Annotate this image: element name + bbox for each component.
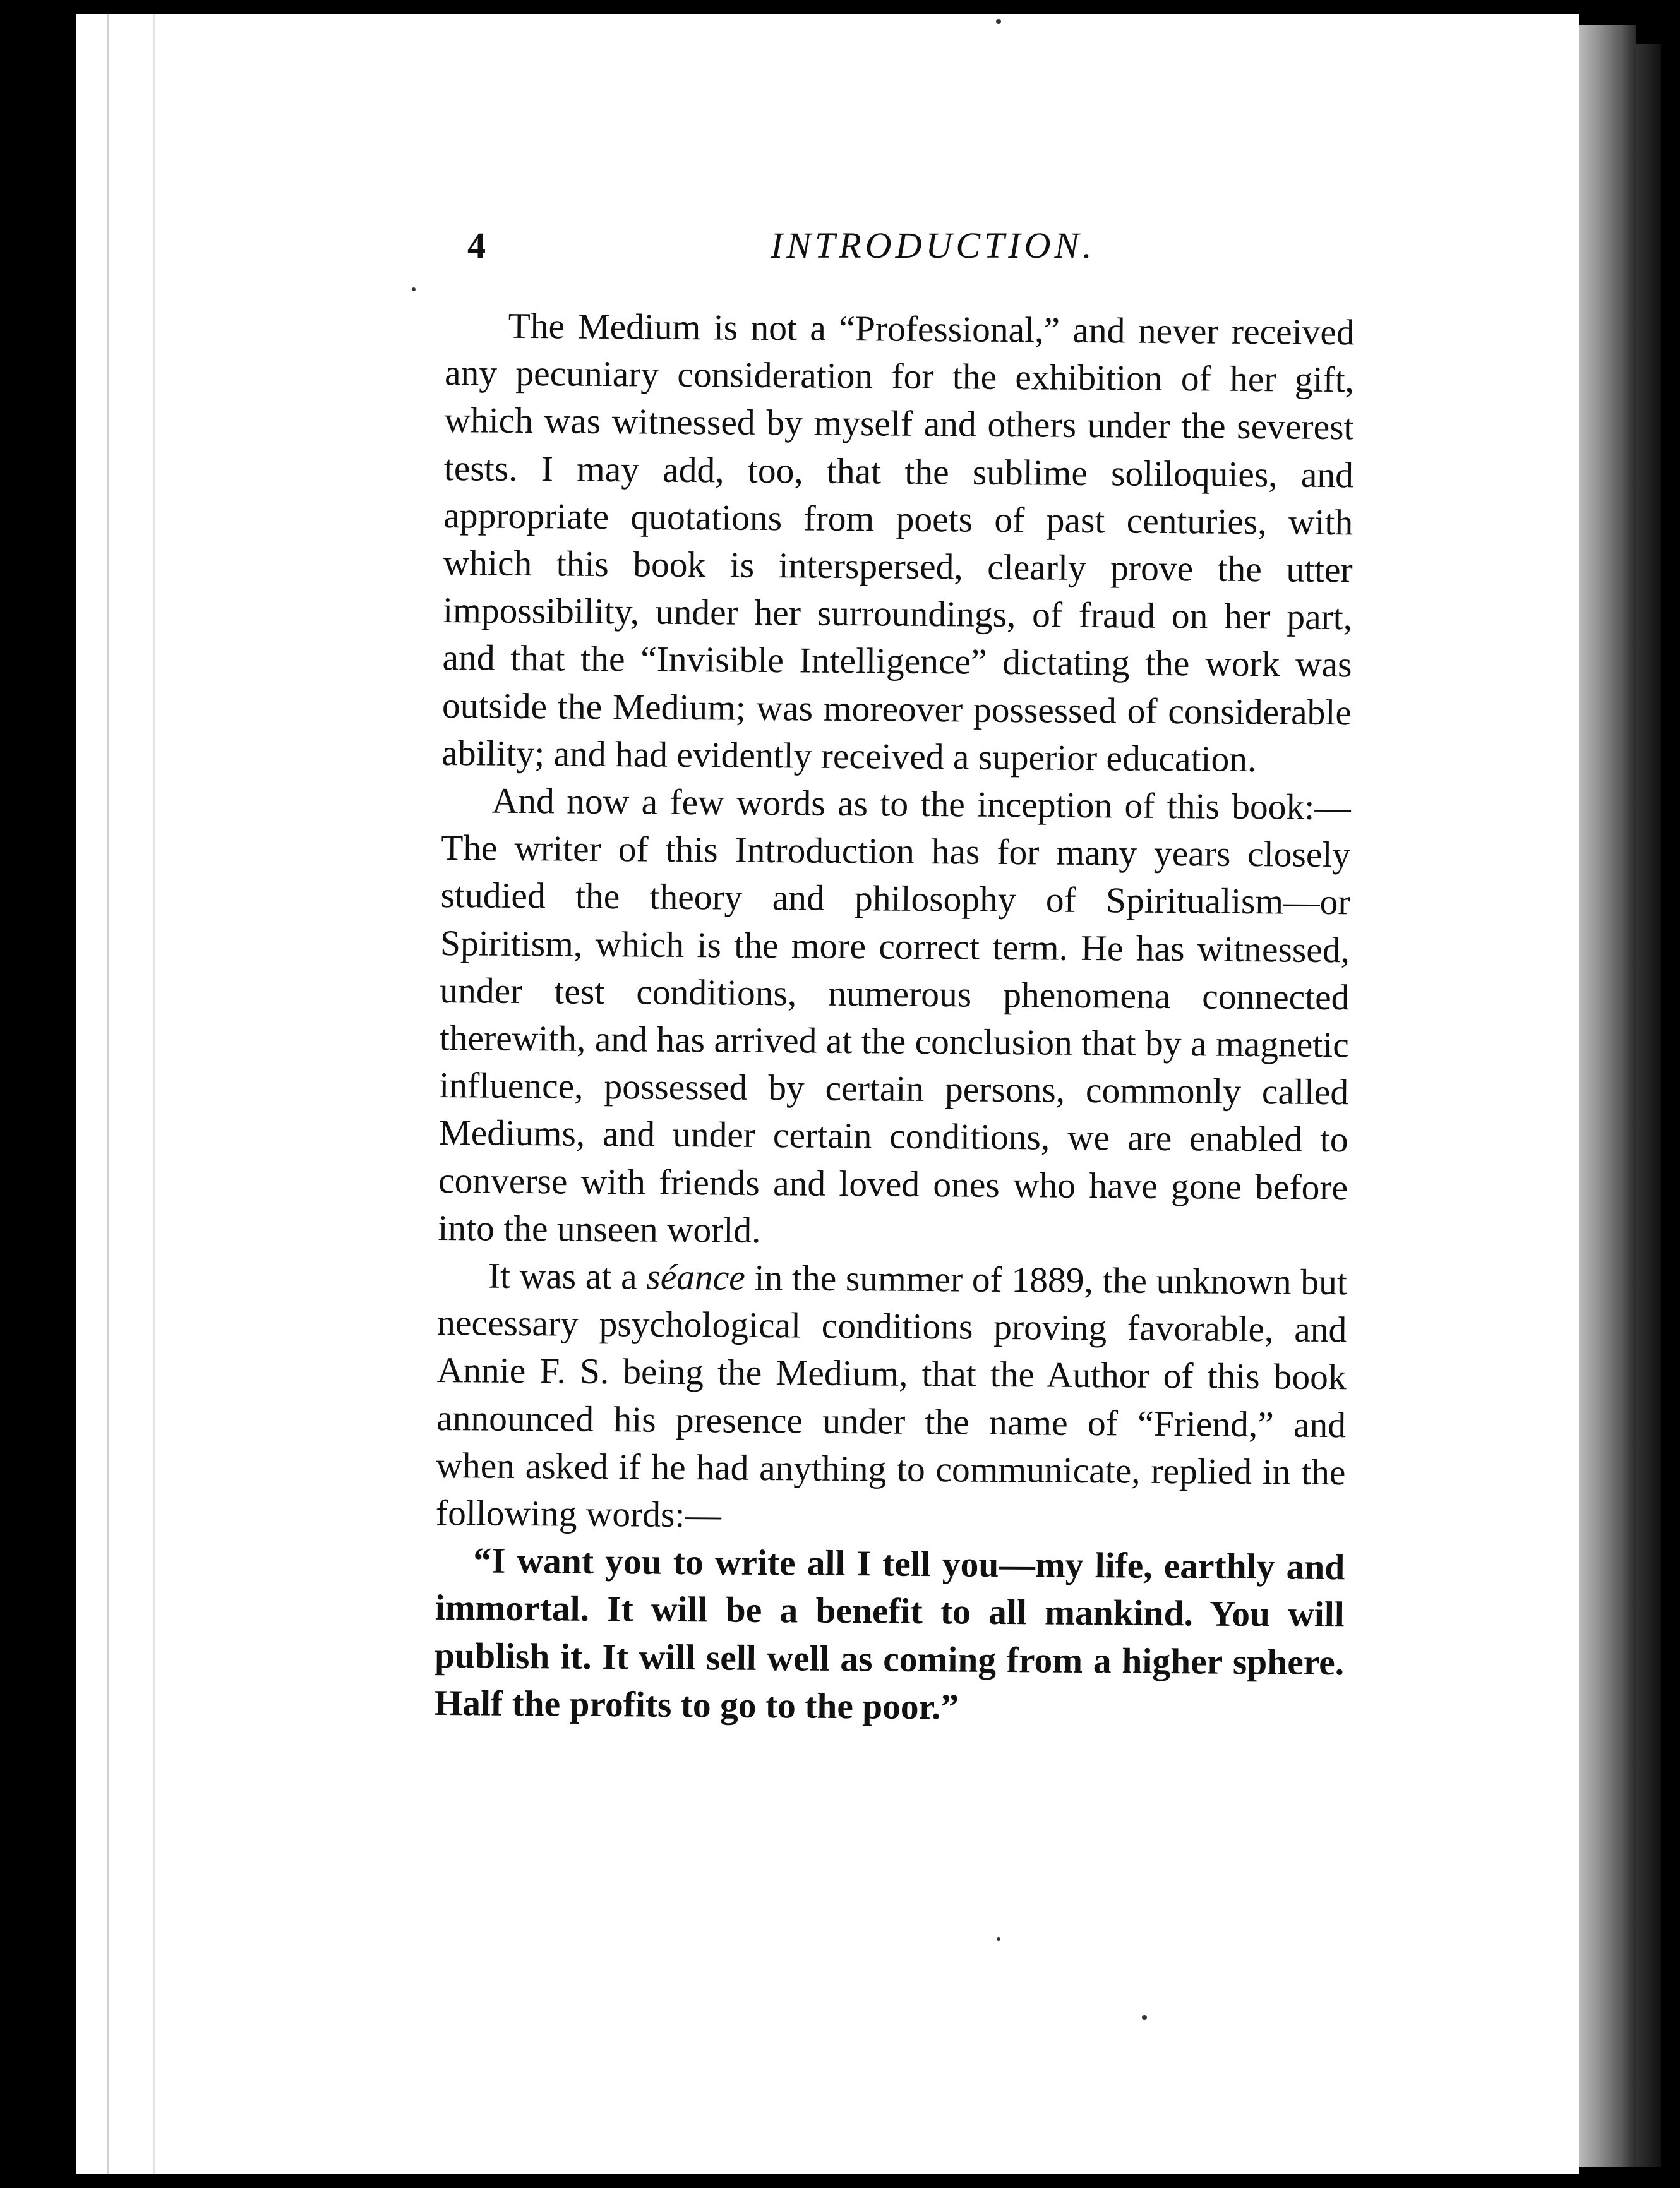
right-page-shadow: [1636, 44, 1661, 2167]
right-page-edge: [1579, 25, 1636, 2167]
body-text: [434, 302, 1355, 1734]
seance-word: séance: [646, 1257, 746, 1298]
paragraph-3-end: in the summer of 1889, the unknown but necessary psychological conditions proving favorable, and Annie F. S. being the Medium, that the Author of this book announced his presence under the name of “Friend,” and when asked if he had anything to communicate, replied in the following words:—: [435, 1258, 1348, 1536]
dust-speck: [1142, 2015, 1147, 2020]
running-head: INTRODUCTION.: [771, 225, 1096, 266]
paragraph-2: And now a few words as to the inception of this book:—The writer of this Introduction has for many years closely studied the theory and philosophy of Spiritualism—or Spiritism, which is the more correct term. He has witnessed, under test conditions, numerous phenomena connected therewith, and has arrived at the conclusion that by a magnetic influence, possessed by certain persons, commonly called Mediums, and under certain conditions, we are enabled to converse with friends and loved ones who have gone before into the unseen world.: [438, 781, 1352, 1251]
dust-speck: [412, 287, 416, 291]
page-header: [467, 224, 1352, 275]
dust-speck: [997, 1937, 1000, 1941]
dust-speck: [996, 19, 1001, 24]
left-page-edge: [107, 14, 155, 2174]
paragraph-3-start: It was at a: [488, 1256, 647, 1297]
quoted-message: “I want you to write all I tell you—my life, earthly and immortal. It will be a benefit to all mankind. You will publish it. It will sell well as coming from a higher sphere. Half the profits to go to the poor.”: [434, 1541, 1345, 1728]
paragraph-1: The Medium is not a “Professional,” and never received any pecuniary consideration for the exhibition of her gift, which was witnessed by myself and others under the severest tests. I may add, too, that the sublime soliloquies, and appropriate quotations from poets of past centuries, with which this book is interspersed, clearly prove the utter impossibility, under her surroundings, of fraud on her part, and that the “Invisible Intelligence” dictating the work was outside the Medium; was moreover possessed of considerable ability; and had evidently received a superior education.: [441, 306, 1355, 779]
page-number: 4: [467, 225, 486, 266]
paragraph-3: [436, 1252, 1347, 1544]
